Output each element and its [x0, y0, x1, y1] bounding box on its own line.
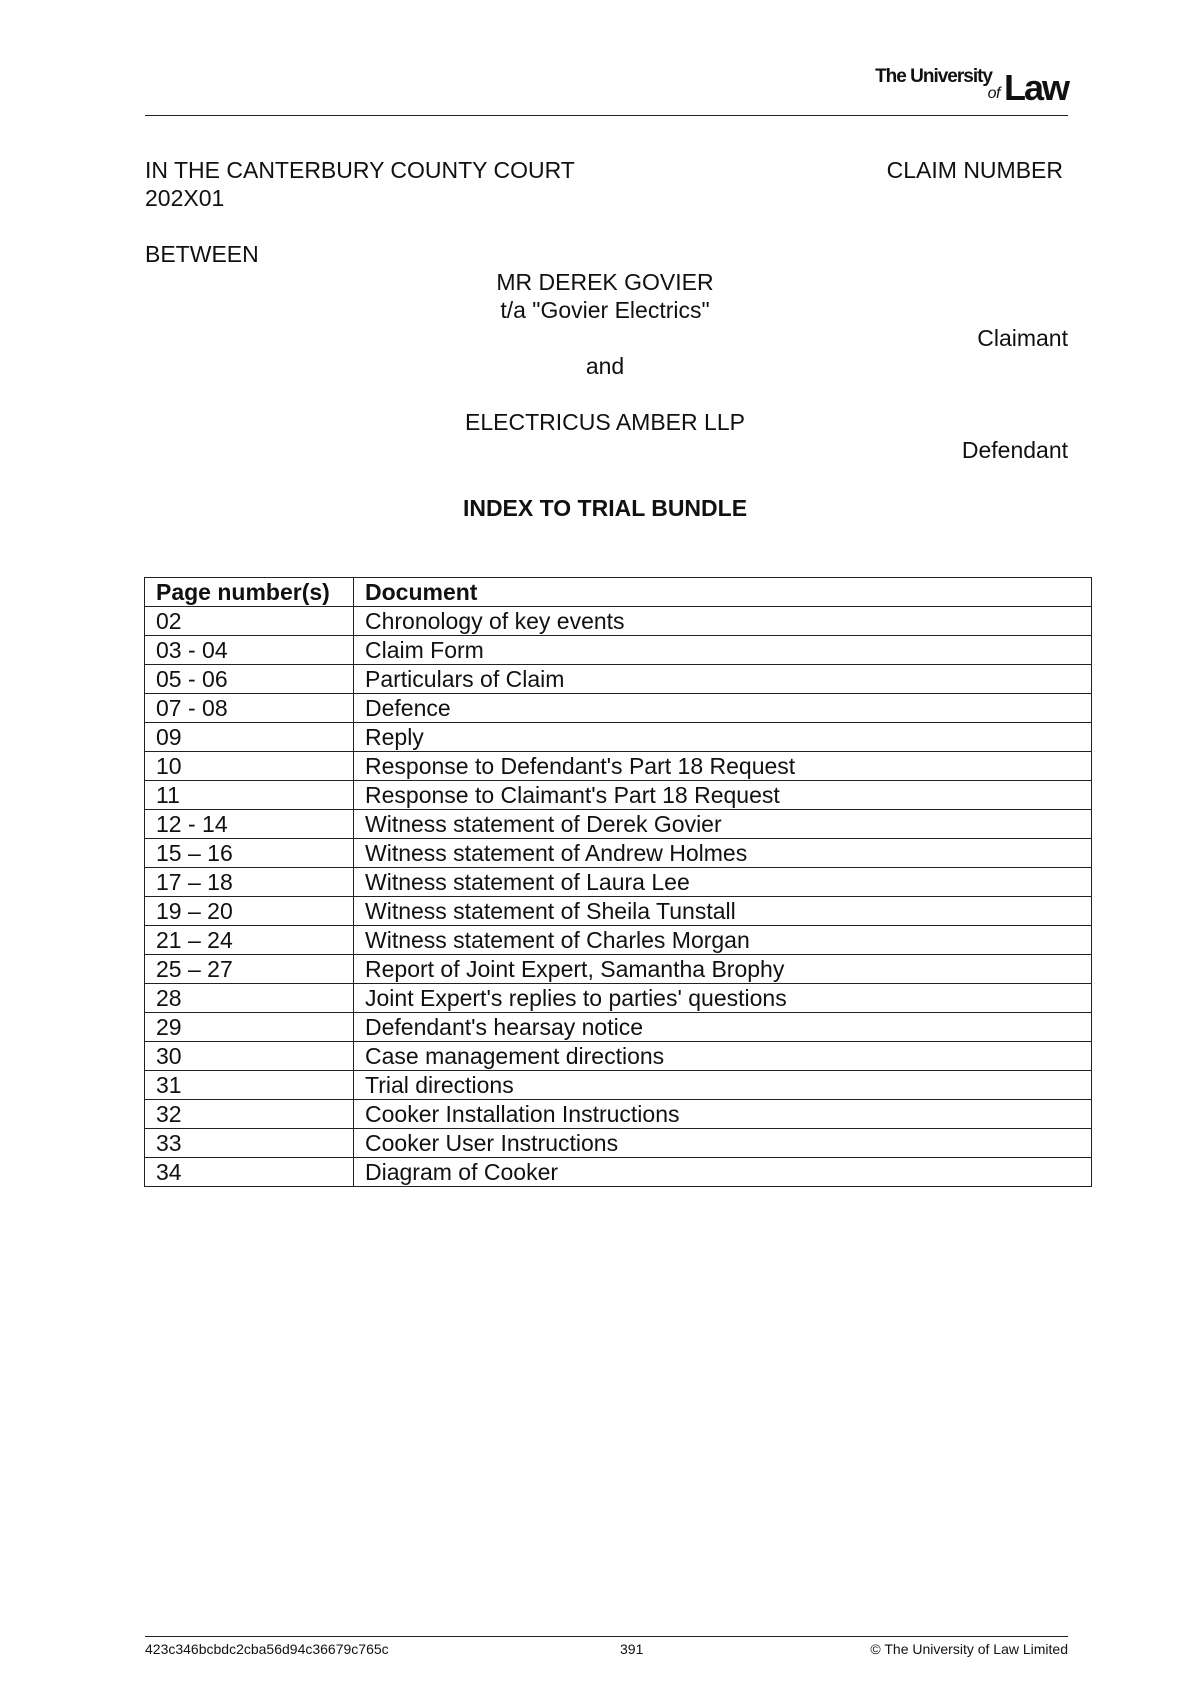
document-cell: Response to Claimant's Part 18 Request	[354, 781, 1092, 810]
table-row	[145, 839, 1092, 868]
document-cell: Reply	[354, 723, 1092, 752]
table-row	[145, 1158, 1092, 1187]
claimant-name: MR DEREK GOVIER	[496, 269, 714, 295]
logo-line-1: The University	[875, 66, 992, 87]
table-row	[145, 752, 1092, 781]
page-number-cell: 12 - 14	[145, 810, 354, 839]
table-row	[145, 1129, 1092, 1158]
column-header-document: Document	[354, 578, 1092, 607]
column-header-page-numbers: Page number(s)	[145, 578, 354, 607]
defendant-role: Defendant	[961, 437, 1068, 463]
page-number-cell: 03 - 04	[145, 636, 354, 665]
document-cell: Report of Joint Expert, Samantha Brophy	[354, 955, 1092, 984]
page-number-cell: 10	[145, 752, 354, 781]
table-row	[145, 781, 1092, 810]
header-divider	[145, 115, 1068, 116]
document-heading: INDEX TO TRIAL BUNDLE	[462, 495, 748, 521]
document-cell: Response to Defendant's Part 18 Request	[354, 752, 1092, 781]
document-cell: Witness statement of Charles Morgan	[354, 926, 1092, 955]
page-number-cell: 29	[145, 1013, 354, 1042]
between-label: BETWEEN	[145, 241, 259, 267]
page-number-cell: 05 - 06	[145, 665, 354, 694]
document-cell: Witness statement of Andrew Holmes	[354, 839, 1092, 868]
court-name: IN THE CANTERBURY COUNTY COURT	[145, 157, 575, 183]
footer-page-number: 391	[620, 1641, 644, 1657]
page-number-cell: 21 – 24	[145, 926, 354, 955]
table-row	[145, 665, 1092, 694]
table-row	[145, 694, 1092, 723]
footer-document-id: 423c346bcbdc2cba56d94c36679c765c	[145, 1641, 389, 1657]
page-number-cell: 17 – 18	[145, 868, 354, 897]
logo-line-3: Law	[1003, 67, 1068, 108]
table-row	[145, 897, 1092, 926]
page-number-cell: 19 – 20	[145, 897, 354, 926]
and-label: and	[585, 353, 625, 379]
page-number-cell: 30	[145, 1042, 354, 1071]
table-row	[145, 926, 1092, 955]
document-cell: Defendant's hearsay notice	[354, 1013, 1092, 1042]
document-cell: Cooker Installation Instructions	[354, 1100, 1092, 1129]
page-number-cell: 07 - 08	[145, 694, 354, 723]
document-cell: Defence	[354, 694, 1092, 723]
page-number-cell: 15 – 16	[145, 839, 354, 868]
table-row	[145, 955, 1092, 984]
document-cell: Diagram of Cooker	[354, 1158, 1092, 1187]
table-header-row	[145, 578, 1092, 607]
table-row	[145, 1100, 1092, 1129]
document-cell: Trial directions	[354, 1071, 1092, 1100]
document-cell: Witness statement of Laura Lee	[354, 868, 1092, 897]
document-cell: Case management directions	[354, 1042, 1092, 1071]
table-row	[145, 1013, 1092, 1042]
claimant-trading-name: t/a "Govier Electrics"	[500, 297, 710, 323]
document-cell: Cooker User Instructions	[354, 1129, 1092, 1158]
footer-divider	[145, 1636, 1068, 1637]
page-number-cell: 09	[145, 723, 354, 752]
logo-line-2: of	[987, 85, 1000, 102]
footer-copyright: © The University of Law Limited	[870, 1641, 1068, 1657]
document-cell: Witness statement of Sheila Tunstall	[354, 897, 1092, 926]
trial-bundle-index-table	[144, 577, 1092, 1187]
document-cell: Particulars of Claim	[354, 665, 1092, 694]
table-row	[145, 723, 1092, 752]
page-number-cell: 02	[145, 607, 354, 636]
document-cell: Claim Form	[354, 636, 1092, 665]
claim-number-label: CLAIM NUMBER	[886, 157, 1063, 183]
table-row	[145, 1042, 1092, 1071]
table-row	[145, 810, 1092, 839]
page-number-cell: 33	[145, 1129, 354, 1158]
page-number-cell: 28	[145, 984, 354, 1013]
table-row	[145, 868, 1092, 897]
table-row	[145, 607, 1092, 636]
claim-number-value: 202X01	[145, 185, 225, 211]
page-number-cell: 34	[145, 1158, 354, 1187]
document-cell: Chronology of key events	[354, 607, 1092, 636]
page-number-cell: 31	[145, 1071, 354, 1100]
university-of-law-logo	[858, 66, 1068, 106]
defendant-name: ELECTRICUS AMBER LLP	[465, 409, 745, 435]
page-number-cell: 32	[145, 1100, 354, 1129]
page-number-cell: 11	[145, 781, 354, 810]
document-cell: Joint Expert's replies to parties' questions	[354, 984, 1092, 1013]
document-cell: Witness statement of Derek Govier	[354, 810, 1092, 839]
table-row	[145, 1071, 1092, 1100]
table-row	[145, 636, 1092, 665]
page-number-cell: 25 – 27	[145, 955, 354, 984]
claimant-role: Claimant	[977, 325, 1068, 351]
table-row	[145, 984, 1092, 1013]
